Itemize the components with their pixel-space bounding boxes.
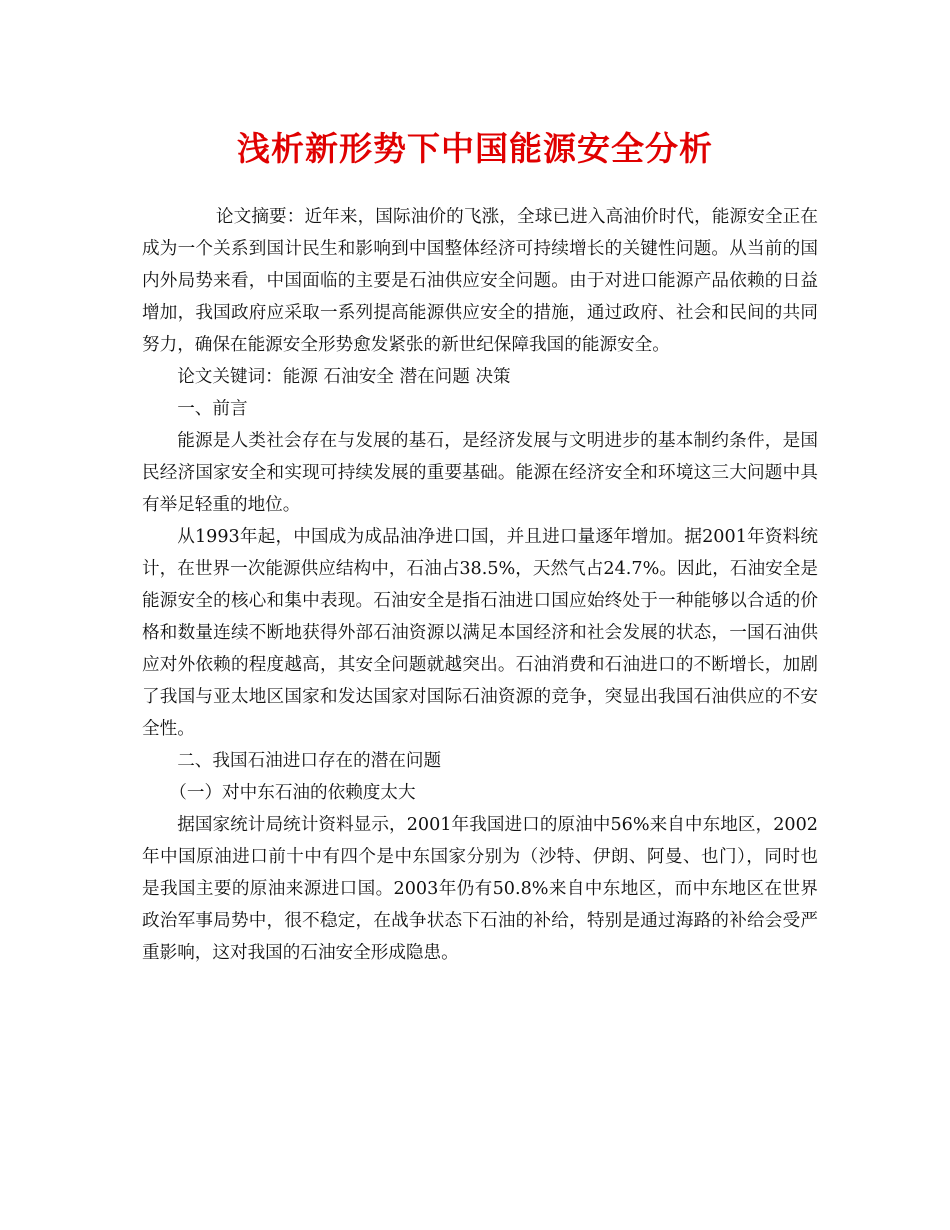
body-paragraph-oil-import: 从1993年起，中国成为成品油净进口国，并且进口量逐年增加。据2001年资料统计，在世界一次能源供应结构中，石油占38.5%，天然气占24.7%。因此，石油安全是能源安全的核心和集中表现。石油安全是指石油进口国应始终处于一种能够以合适的价格和数量连续不断地获得外部石油资源以满足本国经济和社会发展的状态，一国石油供应对外依赖的程度越高，其安全问题就越突出。石油消费和石油进口的不断增长，加剧了我国与亚太地区国家和发达国家对国际石油资源的竞争，突显出我国石油供应的不安全性。 (142, 527, 818, 739)
section-heading-preface: 一、前言 (177, 399, 248, 419)
subsection-heading-middle-east: （一）对中东石油的依赖度太大 (169, 783, 416, 803)
body-paragraph-energy-foundation: 能源是人类社会存在与发展的基石，是经济发展与文明进步的基本制约条件，是国民经济国家安全和实现可持续发展的重要基础。能源在经济安全和环境这三大问题中具有举足轻重的地位。 (142, 431, 818, 515)
section-heading-potential-problems: 二、我国石油进口存在的潜在问题 (177, 751, 442, 771)
document-body (142, 201, 818, 969)
body-paragraph-middle-east: 据国家统计局统计资料显示，2001年我国进口的原油中56%来自中东地区，2002年中国原油进口前十中有四个是中东国家分别为（沙特、伊朗、阿曼、也门），同时也是我国主要的原油来源进口国。2003年仍有50.8%来自中东地区，而中东地区在世界政治军事局势中，很不稳定，在战争状态下石油的补给，特别是通过海路的补给会受严重影响，这对我国的石油安全形成隐患。 (142, 815, 818, 963)
keywords-paragraph: 论文关键词：能源 石油安全 潜在问题 决策 (177, 367, 511, 387)
abstract-paragraph: 论文摘要：近年来，国际油价的飞涨，全球已进入高油价时代，能源安全正在成为一个关系到国计民生和影响到中国整体经济可持续增长的关键性问题。从当前的国内外局势来看，中国面临的主要是石油供应安全问题。由于对进口能源产品依赖的日益增加，我国政府应采取一系列提高能源供应安全的措施，通过政府、社会和民间的共同努力，确保在能源安全形势愈发紧张的新世纪保障我国的能源安全。 (142, 207, 818, 355)
document-title: 浅析新形势下中国能源安全分析 (237, 129, 713, 168)
